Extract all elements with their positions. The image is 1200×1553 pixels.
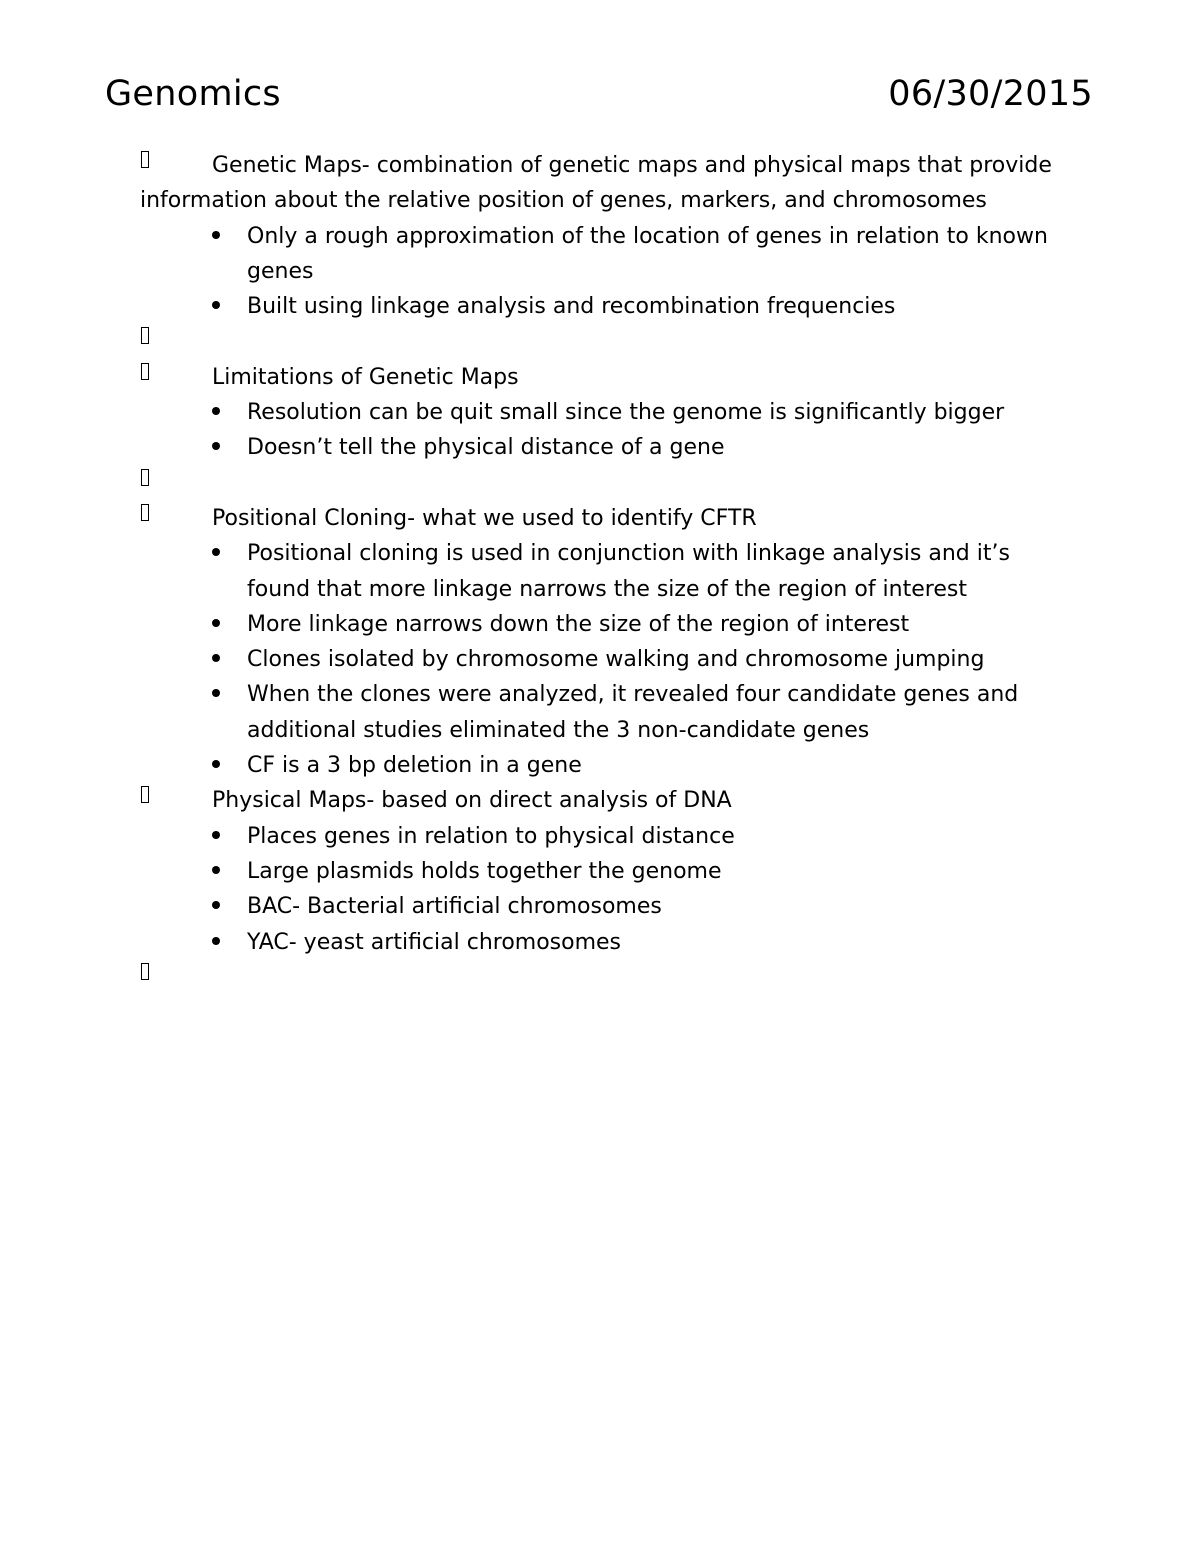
list-item: [0, 854, 1062, 889]
bullet-list: [0, 819, 1200, 960]
bullet-dot-icon: [212, 901, 220, 909]
list-item-text: Places genes in relation to physical distance: [247, 823, 735, 849]
list-item-text: CF is a 3 bp deletion in a gene: [247, 753, 582, 779]
list-item-text: More linkage narrows down the size of the region of interest: [247, 611, 910, 637]
missing-glyph-box-icon: [141, 327, 149, 344]
bullet-dot-icon: [212, 831, 220, 839]
bullet-dot-icon: [212, 689, 220, 697]
list-item: [0, 395, 1062, 430]
list-item-text: BAC- Bacterial artificial chromosomes: [247, 894, 662, 920]
bullet-dot-icon: [212, 407, 220, 415]
bullet-dot-icon: [212, 866, 220, 874]
bullet-list: [0, 219, 1200, 325]
section-heading-text: Genetic Maps- combination of genetic maps and physical maps that provide information about the relative position of genes, markers, and chromosomes: [140, 153, 1052, 214]
list-item-text: Only a rough approximation of the location of genes in relation to known genes: [247, 223, 1048, 284]
note-section: [0, 324, 1200, 359]
list-item: [0, 925, 1062, 960]
section-heading-text: Positional Cloning- what we used to identify CFTR: [212, 505, 757, 531]
list-item: [0, 677, 1062, 748]
bullet-list: [0, 536, 1200, 783]
document-title: Genomics: [105, 74, 281, 114]
list-item-text: Doesn’t tell the physical distance of a gene: [247, 435, 725, 461]
missing-glyph-box-icon: [141, 504, 149, 521]
list-item: [0, 607, 1062, 642]
bullet-dot-icon: [212, 937, 220, 945]
section-heading: [0, 360, 1082, 395]
list-item: [0, 819, 1062, 854]
section-heading-text: Limitations of Genetic Maps: [212, 364, 519, 390]
list-item-text: Large plasmids holds together the genome: [247, 858, 722, 884]
list-item-text: When the clones were analyzed, it revealed four candidate genes and additional studies eliminated the 3 non-candidate genes: [247, 682, 1019, 743]
list-item: [0, 889, 1062, 924]
list-item: [0, 642, 1062, 677]
missing-glyph-box-icon: [141, 469, 149, 486]
section-heading-text: Physical Maps- based on direct analysis of DNA: [212, 788, 732, 814]
list-item-text: Clones isolated by chromosome walking and chromosome jumping: [247, 647, 985, 673]
note-section: [0, 148, 1200, 324]
missing-glyph-box-icon: [141, 151, 149, 168]
list-item-text: Positional cloning is used in conjunction with linkage analysis and it’s found that more linkage narrows the size of the region of interest: [247, 541, 1010, 602]
bullet-dot-icon: [212, 301, 220, 309]
bullet-dot-icon: [212, 619, 220, 627]
bullet-dot-icon: [212, 760, 220, 768]
list-item-text: YAC- yeast artificial chromosomes: [247, 929, 622, 955]
section-heading: [0, 960, 1082, 995]
bullet-dot-icon: [212, 442, 220, 450]
note-section: [0, 960, 1200, 995]
section-heading: [0, 466, 1082, 501]
bullet-dot-icon: [212, 548, 220, 556]
list-item: [0, 219, 1062, 290]
note-section: [0, 360, 1200, 466]
missing-glyph-box-icon: [141, 963, 149, 980]
list-item-text: Resolution can be quit small since the genome is significantly bigger: [247, 400, 1005, 426]
note-section: [0, 466, 1200, 501]
bullet-dot-icon: [212, 231, 220, 239]
section-heading: [0, 324, 1082, 359]
list-item: [0, 748, 1062, 783]
note-section: [0, 783, 1200, 959]
section-heading: [0, 501, 1082, 536]
note-section: [0, 501, 1200, 783]
list-item: [0, 289, 1062, 324]
missing-glyph-box-icon: [141, 363, 149, 380]
section-heading: [0, 148, 1085, 219]
list-item-text: Built using linkage analysis and recombination frequencies: [247, 294, 896, 320]
bullet-dot-icon: [212, 654, 220, 662]
notes-body: [0, 148, 1200, 995]
bullet-list: [0, 395, 1200, 466]
section-heading: [0, 783, 1082, 818]
list-item: [0, 430, 1062, 465]
document-date: 06/30/2015: [888, 74, 1093, 114]
missing-glyph-box-icon: [141, 786, 149, 803]
list-item: [0, 536, 1062, 607]
